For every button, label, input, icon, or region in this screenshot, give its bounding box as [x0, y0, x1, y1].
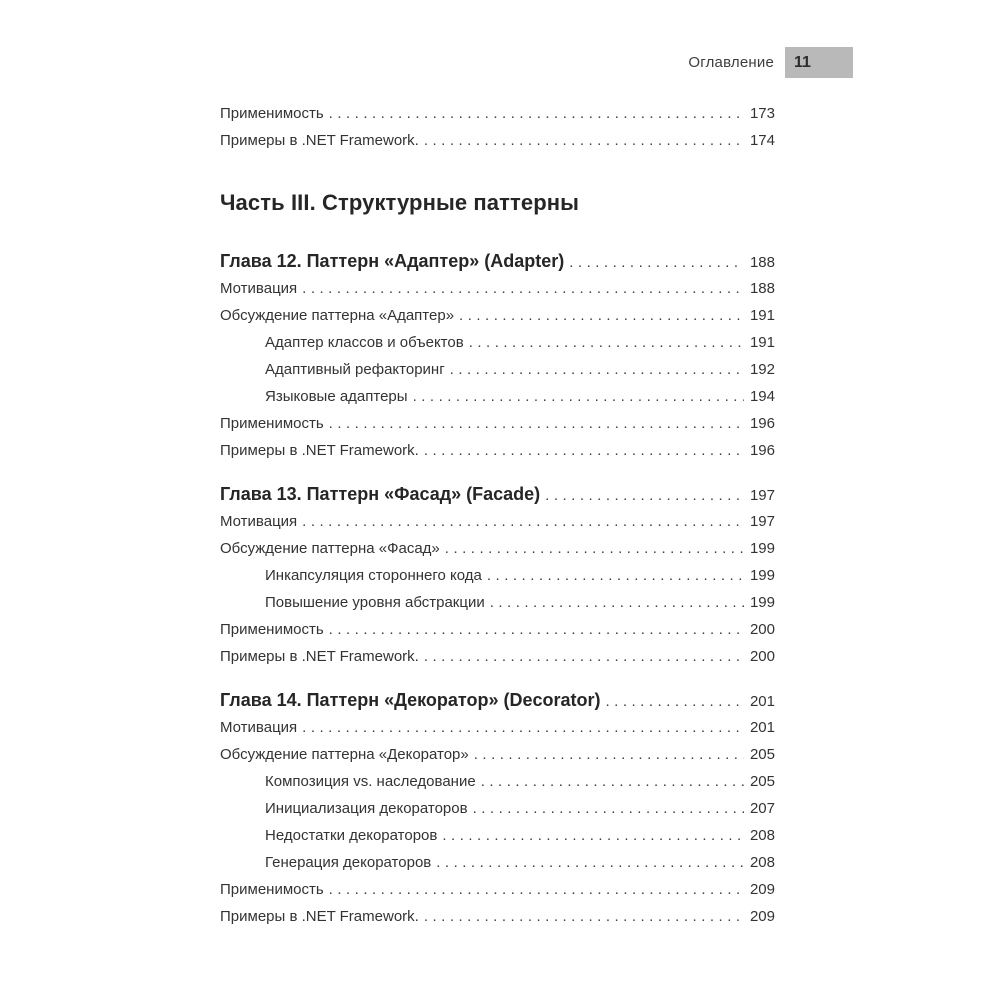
entry-label: Мотивация — [220, 513, 298, 530]
entry-page-number: 207 — [749, 800, 775, 817]
toc-chapters — [220, 247, 775, 930]
toc-chapter-heading — [220, 480, 775, 508]
dot-leader — [329, 100, 744, 127]
toc-entry — [220, 741, 775, 768]
entry-page-number: 191 — [749, 307, 775, 324]
toc-leading-entries — [220, 100, 775, 154]
toc-entry — [220, 508, 775, 535]
entry-page-number: 200 — [749, 648, 775, 665]
entry-page-number: 209 — [749, 908, 775, 925]
entry-label: Обсуждение паттерна «Адаптер» — [220, 307, 455, 324]
entry-label: Адаптер классов и объектов — [265, 334, 464, 351]
entry-page-number: 205 — [749, 773, 775, 790]
toc-entry — [220, 849, 775, 876]
entry-page-number: 200 — [749, 621, 775, 638]
part-heading: Часть III. Структурные паттерны — [220, 190, 580, 215]
dot-leader — [545, 482, 744, 510]
entry-page-number: 196 — [749, 415, 775, 432]
dot-leader — [442, 822, 744, 849]
dot-leader — [424, 903, 744, 930]
entry-label: Применимость — [220, 105, 324, 122]
toc-entry — [220, 100, 775, 127]
entry-page-number: 199 — [749, 567, 775, 584]
toc-chapter-heading — [220, 686, 775, 714]
dot-leader — [459, 302, 744, 329]
entry-label: Недостатки декораторов — [265, 827, 438, 844]
dot-leader — [490, 589, 744, 616]
entry-page-number: 188 — [749, 254, 775, 271]
toc-content — [220, 100, 775, 930]
dot-leader — [436, 849, 744, 876]
dot-leader — [445, 535, 744, 562]
toc-entry — [220, 410, 775, 437]
toc-entry — [220, 356, 775, 383]
entry-label: Генерация декораторов — [265, 854, 432, 871]
toc-entry — [220, 535, 775, 562]
toc-entry — [220, 127, 775, 154]
entry-label: Применимость — [220, 415, 324, 432]
toc-chapter-heading — [220, 247, 775, 275]
toc-entry — [220, 562, 775, 589]
dot-leader — [329, 616, 744, 643]
dot-leader — [481, 768, 744, 795]
dot-leader — [424, 437, 744, 464]
toc-entry — [220, 589, 775, 616]
entry-page-number: 209 — [749, 881, 775, 898]
entry-label: Мотивация — [220, 280, 298, 297]
entry-page-number: 194 — [749, 388, 775, 405]
page-number: 11 — [794, 53, 811, 71]
dot-leader — [569, 249, 744, 277]
toc-entry — [220, 795, 775, 822]
entry-page-number: 191 — [749, 334, 775, 351]
dot-leader — [413, 383, 744, 410]
entry-page-number: 201 — [749, 693, 775, 710]
toc-entry — [220, 903, 775, 930]
entry-page-number: 173 — [749, 105, 775, 122]
entry-label: Примеры в .NET Framework. — [220, 908, 419, 925]
entry-label: Примеры в .NET Framework. — [220, 132, 419, 149]
entry-page-number: 205 — [749, 746, 775, 763]
toc-entry — [220, 437, 775, 464]
entry-label: Применимость — [220, 881, 324, 898]
dot-leader — [329, 876, 744, 903]
entry-label: Инкапсуляция стороннего кода — [265, 567, 482, 584]
entry-page-number: 197 — [749, 513, 775, 530]
dot-leader — [469, 329, 744, 356]
dot-leader — [302, 275, 744, 302]
toc-entry — [220, 329, 775, 356]
dot-leader — [473, 795, 744, 822]
toc-entry — [220, 822, 775, 849]
dot-leader — [487, 562, 744, 589]
entry-label: Композиция vs. наследование — [265, 773, 476, 790]
entry-page-number: 197 — [749, 487, 775, 504]
entry-label: Примеры в .NET Framework. — [220, 648, 419, 665]
dot-leader — [424, 127, 744, 154]
entry-page-number: 199 — [749, 594, 775, 611]
toc-entry — [220, 275, 775, 302]
toc-entry — [220, 714, 775, 741]
entry-page-number: 192 — [749, 361, 775, 378]
running-head-title: Оглавление — [688, 54, 774, 71]
chapter-title: Глава 14. Паттерн «Декоратор» (Decorator) — [220, 690, 601, 710]
entry-label: Повышение уровня абстракции — [265, 594, 485, 611]
dot-leader — [302, 508, 744, 535]
running-head — [688, 47, 853, 78]
page-number-box — [785, 47, 853, 78]
toc-entry — [220, 643, 775, 670]
entry-label: Мотивация — [220, 719, 298, 736]
toc-entry — [220, 768, 775, 795]
entry-page-number: 201 — [749, 719, 775, 736]
toc-entry — [220, 302, 775, 329]
entry-page-number: 208 — [749, 827, 775, 844]
dot-leader — [606, 688, 744, 716]
entry-page-number: 174 — [749, 132, 775, 149]
entry-page-number: 188 — [749, 280, 775, 297]
entry-label: Адаптивный рефакторинг — [265, 361, 445, 378]
entry-page-number: 208 — [749, 854, 775, 871]
entry-label: Обсуждение паттерна «Фасад» — [220, 540, 440, 557]
entry-page-number: 196 — [749, 442, 775, 459]
toc-entry — [220, 383, 775, 410]
entry-page-number: 199 — [749, 540, 775, 557]
entry-label: Обсуждение паттерна «Декоратор» — [220, 746, 469, 763]
entry-label: Применимость — [220, 621, 324, 638]
dot-leader — [474, 741, 744, 768]
dot-leader — [424, 643, 744, 670]
chapter-title: Глава 12. Паттерн «Адаптер» (Adapter) — [220, 251, 565, 271]
chapter-title: Глава 13. Паттерн «Фасад» (Facade) — [220, 484, 541, 504]
toc-entry — [220, 616, 775, 643]
entry-label: Инициализация декораторов — [265, 800, 468, 817]
entry-label: Языковые адаптеры — [265, 388, 408, 405]
dot-leader — [450, 356, 744, 383]
dot-leader — [329, 410, 744, 437]
dot-leader — [302, 714, 744, 741]
entry-label: Примеры в .NET Framework. — [220, 442, 419, 459]
toc-entry — [220, 876, 775, 903]
